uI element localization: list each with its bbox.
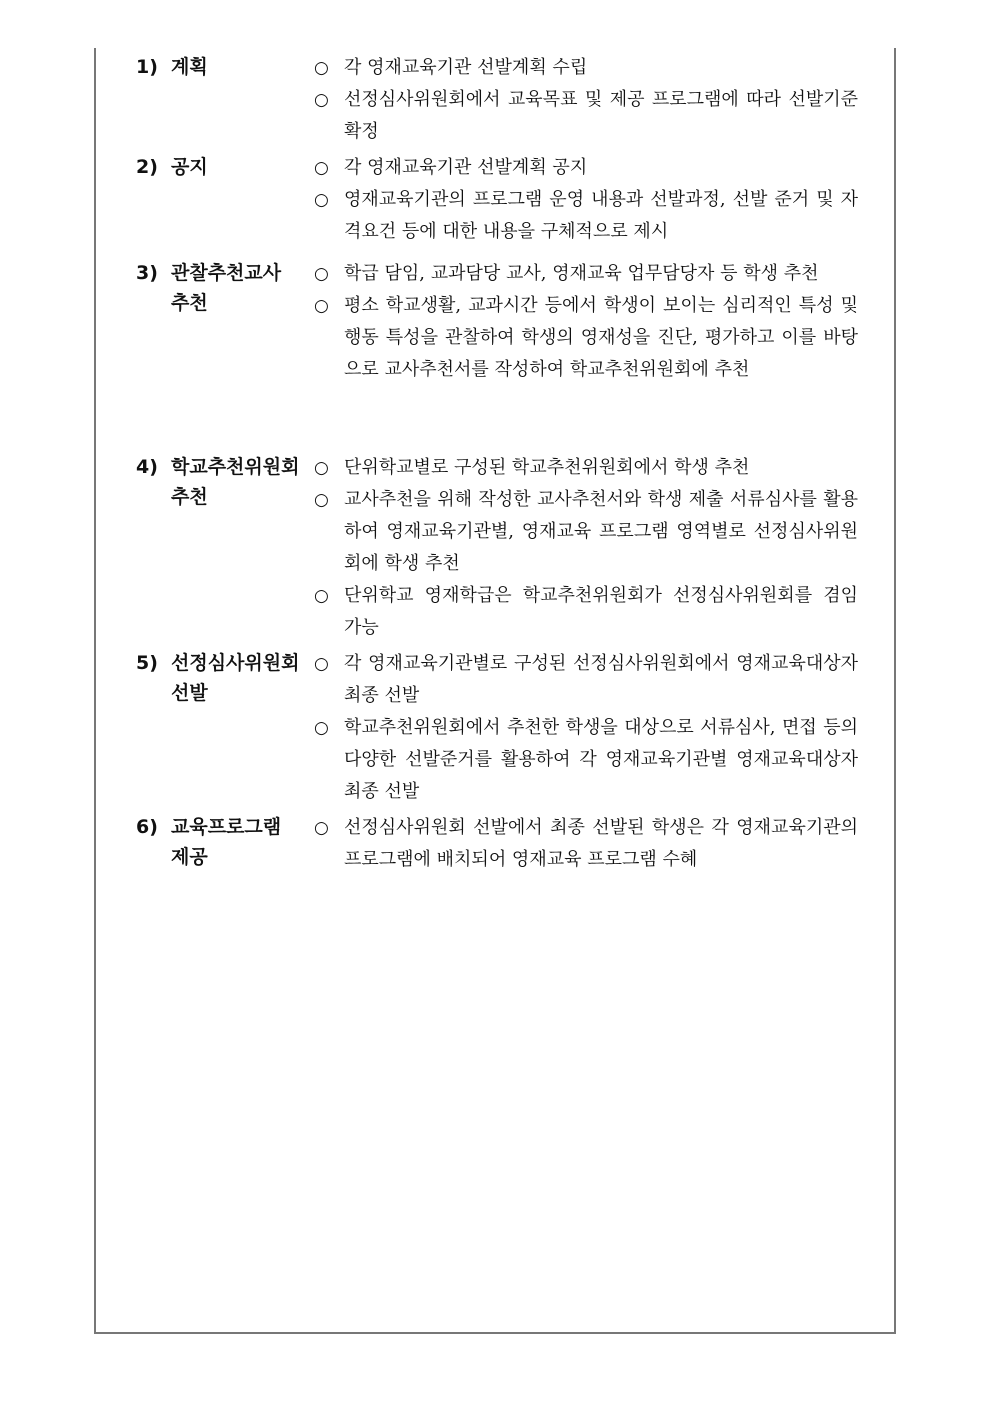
bullet-text: 학급 담임, 교과담당 교사, 영재교육 업무담당자 등 학생 추천 bbox=[344, 263, 819, 284]
circle-bullet-icon: ○ bbox=[314, 264, 329, 284]
bullet-item bbox=[314, 290, 858, 386]
section-title bbox=[171, 452, 311, 512]
bullet-text: 선정심사위원회 선발에서 최종 선발된 학생은 각 영재교육기관의 프로그램에 배치되어 영재교육 프로그램 수혜 bbox=[344, 817, 858, 870]
bullet-item bbox=[314, 52, 858, 84]
bullet-text: 단위학교별로 구성된 학교추천위원회에서 학생 추천 bbox=[344, 457, 750, 478]
bullet-item bbox=[314, 184, 858, 248]
bullet-list bbox=[314, 152, 858, 248]
circle-bullet-icon: ○ bbox=[314, 158, 329, 178]
bullet-item bbox=[314, 648, 858, 712]
bullet-item bbox=[314, 84, 858, 148]
section-title-line: 선정심사위원회 bbox=[171, 652, 300, 674]
bullet-list bbox=[314, 258, 858, 386]
bullet-item bbox=[314, 152, 858, 184]
section-number: 6) bbox=[136, 816, 158, 838]
bullet-list bbox=[314, 648, 858, 808]
bullet-text: 교사추천을 위해 작성한 교사추천서와 학생 제출 서류심사를 활용하여 영재교육기관별, 영재교육 프로그램 영역별로 선정심사위원회에 학생 추천 bbox=[344, 489, 858, 574]
bullet-text: 선정심사위원회에서 교육목표 및 제공 프로그램에 따라 선발기준 확정 bbox=[344, 89, 858, 142]
section-title bbox=[171, 52, 311, 82]
section-title-line: 관찰추천교사 bbox=[171, 262, 282, 284]
bullet-item bbox=[314, 712, 858, 808]
circle-bullet-icon: ○ bbox=[314, 718, 329, 738]
bullet-text: 각 영재교육기관별로 구성된 선정심사위원회에서 영재교육대상자 최종 선발 bbox=[344, 653, 858, 706]
bullet-item bbox=[314, 580, 858, 644]
circle-bullet-icon: ○ bbox=[314, 296, 329, 316]
bullet-item bbox=[314, 258, 858, 290]
bullet-item bbox=[314, 484, 858, 580]
circle-bullet-icon: ○ bbox=[314, 458, 329, 478]
bullet-text: 학교추천위원회에서 추천한 학생을 대상으로 서류심사, 면접 등의 다양한 선발준거를 활용하여 각 영재교육기관별 영재교육대상자 최종 선발 bbox=[344, 717, 858, 802]
section-title bbox=[171, 812, 311, 872]
bullet-list bbox=[314, 52, 858, 148]
bullet-text: 영재교육기관의 프로그램 운영 내용과 선발과정, 선발 준거 및 자격요건 등에 대한 내용을 구체적으로 제시 bbox=[344, 189, 858, 242]
bullet-item bbox=[314, 452, 858, 484]
section-number: 1) bbox=[136, 56, 158, 78]
circle-bullet-icon: ○ bbox=[314, 58, 329, 78]
bullet-text: 각 영재교육기관 선발계획 수립 bbox=[344, 57, 588, 78]
section-title bbox=[171, 152, 311, 182]
circle-bullet-icon: ○ bbox=[314, 586, 329, 606]
section-title-line: 계획 bbox=[171, 56, 208, 78]
section-title-line: 선발 bbox=[171, 682, 208, 704]
section-title-line: 추천 bbox=[171, 486, 208, 508]
section-title-line: 제공 bbox=[171, 846, 208, 868]
circle-bullet-icon: ○ bbox=[314, 90, 329, 110]
circle-bullet-icon: ○ bbox=[314, 818, 329, 838]
bullet-text: 단위학교 영재학급은 학교추천위원회가 선정심사위원회를 겸임 가능 bbox=[344, 585, 858, 638]
circle-bullet-icon: ○ bbox=[314, 654, 329, 674]
section-number: 5) bbox=[136, 652, 158, 674]
section-number: 2) bbox=[136, 156, 158, 178]
section-title-line: 공지 bbox=[171, 156, 208, 178]
circle-bullet-icon: ○ bbox=[314, 190, 329, 210]
section-title-line: 교육프로그램 bbox=[171, 816, 282, 838]
bullet-text: 평소 학교생활, 교과시간 등에서 학생이 보이는 심리적인 특성 및 행동 특성을 관찰하여 학생의 영재성을 진단, 평가하고 이를 바탕으로 교사추천서를 작성하여 학교추천위원회에 추천 bbox=[344, 295, 858, 380]
bullet-text: 각 영재교육기관 선발계획 공지 bbox=[344, 157, 588, 178]
bullet-list bbox=[314, 452, 858, 644]
section-title-line: 학교추천위원회 bbox=[171, 456, 300, 478]
section-title-line: 추천 bbox=[171, 292, 208, 314]
bullet-item bbox=[314, 812, 858, 876]
section-number: 4) bbox=[136, 456, 158, 478]
section-title bbox=[171, 258, 311, 318]
section-number: 3) bbox=[136, 262, 158, 284]
circle-bullet-icon: ○ bbox=[314, 490, 329, 510]
bullet-list bbox=[314, 812, 858, 876]
section-title bbox=[171, 648, 311, 708]
